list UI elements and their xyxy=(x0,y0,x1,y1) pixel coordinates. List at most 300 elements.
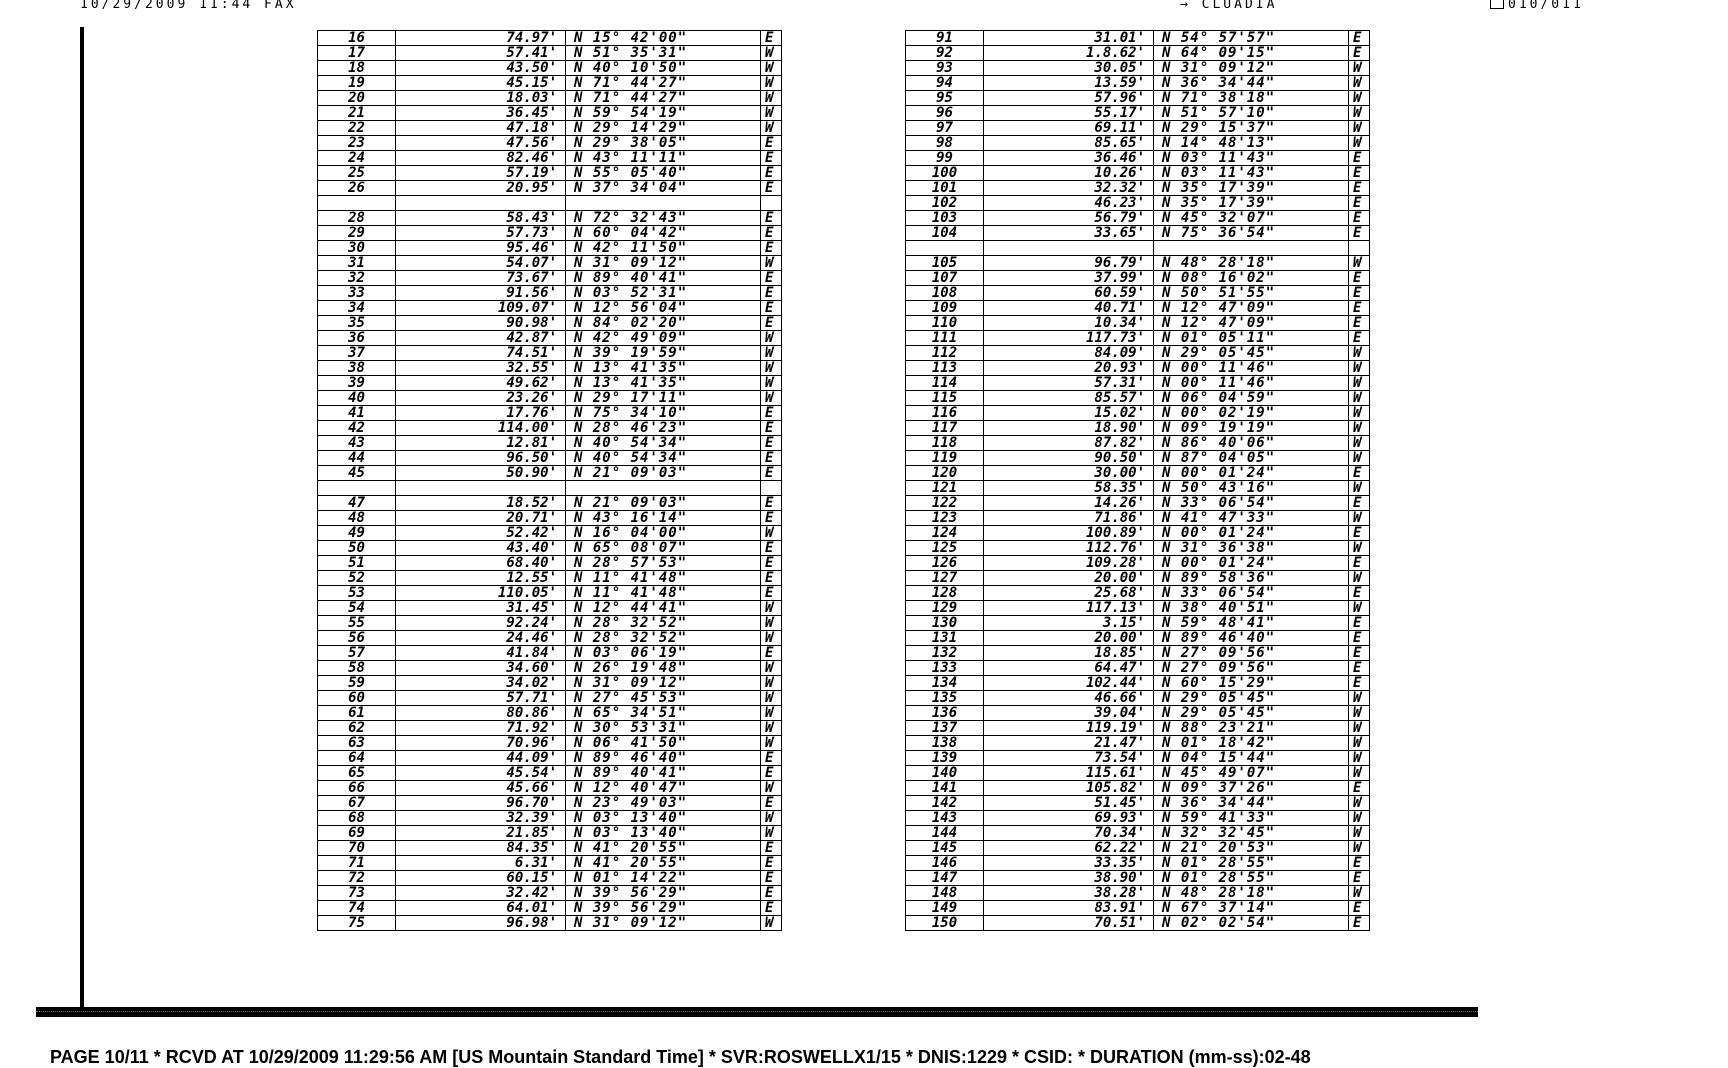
course-bearing: N 39° 56'29" xyxy=(566,901,761,916)
course-bearing: N 12° 47'09" xyxy=(1154,316,1349,331)
course-bearing: N 71° 44'27" xyxy=(566,76,761,91)
course-number: 53 xyxy=(318,586,396,601)
course-bearing: N 04° 15'44" xyxy=(1154,751,1349,766)
course-distance: 90.50' xyxy=(984,451,1154,466)
course-distance: 58.43' xyxy=(396,211,566,226)
course-bearing: N 28° 46'23" xyxy=(566,421,761,436)
fax-receipt-footer: PAGE 10/11 * RCVD AT 10/29/2009 11:29:56 AM [US Mountain Standard Time] * SVR:ROSWELLX1/15 * DNIS:1229 * CSID: * DURATION (mm-ss):02-48 xyxy=(50,1047,1311,1067)
course-distance: 64.47' xyxy=(984,661,1154,676)
course-direction: W xyxy=(1349,886,1370,901)
course-number: 43 xyxy=(318,436,396,451)
course-direction: W xyxy=(761,76,782,91)
course-bearing: N 03° 13'40" xyxy=(566,811,761,826)
course-distance: 12.81' xyxy=(396,436,566,451)
course-bearing: N 01° 14'22" xyxy=(566,871,761,886)
course-bearing: N 38° 40'51" xyxy=(1154,601,1349,616)
course-bearing: N 01° 18'42" xyxy=(1154,736,1349,751)
course-bearing: N 51° 35'31" xyxy=(566,46,761,61)
table-row xyxy=(318,256,782,271)
course-bearing: N 87° 04'05" xyxy=(1154,451,1349,466)
course-distance: 3.15' xyxy=(984,616,1154,631)
table-row xyxy=(318,61,782,76)
course-number: 52 xyxy=(318,571,396,586)
course-bearing: N 75° 34'10" xyxy=(566,406,761,421)
table-row xyxy=(906,391,1370,406)
course-direction: E xyxy=(761,541,782,556)
fax-header-recipient: → CLUADIA xyxy=(1180,0,1278,12)
course-distance: 43.50' xyxy=(396,61,566,76)
table-row xyxy=(318,916,782,931)
course-bearing: N 01° 28'55" xyxy=(1154,871,1349,886)
course-number: 92 xyxy=(906,46,984,61)
course-number: 136 xyxy=(906,706,984,721)
table-row xyxy=(318,76,782,91)
course-bearing: N 08° 16'02" xyxy=(1154,271,1349,286)
table-row xyxy=(906,181,1370,196)
table-row xyxy=(318,226,782,241)
course-distance: 18.90' xyxy=(984,421,1154,436)
course-number: 64 xyxy=(318,751,396,766)
course-bearing: N 13° 41'35" xyxy=(566,361,761,376)
course-direction: W xyxy=(761,256,782,271)
course-bearing: N 75° 36'54" xyxy=(1154,226,1349,241)
course-distance: 57.31' xyxy=(984,376,1154,391)
course-bearing: N 23° 49'03" xyxy=(566,796,761,811)
course-direction: W xyxy=(1349,736,1370,751)
course-direction: W xyxy=(1349,826,1370,841)
course-bearing: N 29° 05'45" xyxy=(1154,691,1349,706)
course-number xyxy=(318,196,396,211)
course-direction xyxy=(1349,241,1370,256)
table-row xyxy=(906,661,1370,676)
course-direction: W xyxy=(1349,91,1370,106)
course-distance: 31.45' xyxy=(396,601,566,616)
course-distance: 91.56' xyxy=(396,286,566,301)
course-direction: E xyxy=(1349,526,1370,541)
course-number: 125 xyxy=(906,541,984,556)
course-distance: 49.62' xyxy=(396,376,566,391)
course-direction: W xyxy=(1349,136,1370,151)
course-distance: 109.07' xyxy=(396,301,566,316)
course-number: 143 xyxy=(906,811,984,826)
course-number: 71 xyxy=(318,856,396,871)
table-row xyxy=(318,541,782,556)
course-bearing: N 84° 02'20" xyxy=(566,316,761,331)
course-distance: 56.79' xyxy=(984,211,1154,226)
course-number: 36 xyxy=(318,331,396,346)
course-number: 140 xyxy=(906,766,984,781)
table-row xyxy=(318,841,782,856)
course-distance: 57.19' xyxy=(396,166,566,181)
course-direction: E xyxy=(1349,496,1370,511)
course-number: 62 xyxy=(318,721,396,736)
course-direction: W xyxy=(1349,811,1370,826)
course-bearing: N 31° 09'12" xyxy=(566,676,761,691)
table-row xyxy=(906,166,1370,181)
table-row xyxy=(318,796,782,811)
course-direction: W xyxy=(1349,541,1370,556)
course-direction: W xyxy=(761,661,782,676)
course-number: 109 xyxy=(906,301,984,316)
course-number: 133 xyxy=(906,661,984,676)
course-number: 26 xyxy=(318,181,396,196)
course-number: 56 xyxy=(318,631,396,646)
course-number: 39 xyxy=(318,376,396,391)
course-distance: 1.8.62' xyxy=(984,46,1154,61)
course-number: 73 xyxy=(318,886,396,901)
course-number: 47 xyxy=(318,496,396,511)
course-direction: E xyxy=(761,751,782,766)
table-row xyxy=(318,91,782,106)
course-number: 95 xyxy=(906,91,984,106)
course-number: 93 xyxy=(906,61,984,76)
course-bearing: N 01° 28'55" xyxy=(1154,856,1349,871)
course-bearing: N 65° 34'51" xyxy=(566,706,761,721)
course-number: 40 xyxy=(318,391,396,406)
course-direction xyxy=(761,481,782,496)
course-distance: 31.01' xyxy=(984,31,1154,46)
table-row xyxy=(318,601,782,616)
table-row xyxy=(318,301,782,316)
course-distance: 15.02' xyxy=(984,406,1154,421)
course-distance: 109.28' xyxy=(984,556,1154,571)
course-direction: W xyxy=(761,691,782,706)
table-row xyxy=(906,466,1370,481)
table-row xyxy=(318,721,782,736)
course-bearing: N 29° 15'37" xyxy=(1154,121,1349,136)
course-bearing: N 03° 11'43" xyxy=(1154,151,1349,166)
course-number xyxy=(906,241,984,256)
left-margin-line xyxy=(80,27,84,1017)
course-bearing: N 42° 49'09" xyxy=(566,331,761,346)
table-row xyxy=(906,301,1370,316)
table-row xyxy=(318,886,782,901)
course-distance: 32.32' xyxy=(984,181,1154,196)
course-bearing: N 43° 16'14" xyxy=(566,511,761,526)
course-bearing: N 06° 41'50" xyxy=(566,736,761,751)
course-bearing: N 64° 09'15" xyxy=(1154,46,1349,61)
course-number: 35 xyxy=(318,316,396,331)
course-direction: E xyxy=(761,466,782,481)
course-direction: E xyxy=(761,226,782,241)
course-bearing: N 12° 40'47" xyxy=(566,781,761,796)
course-number: 144 xyxy=(906,826,984,841)
course-bearing: N 27° 09'56" xyxy=(1154,646,1349,661)
table-row xyxy=(906,241,1370,256)
course-direction: E xyxy=(761,646,782,661)
course-direction: E xyxy=(1349,211,1370,226)
course-direction: W xyxy=(1349,766,1370,781)
course-direction: E xyxy=(1349,556,1370,571)
course-distance: 30.00' xyxy=(984,466,1154,481)
table-row xyxy=(318,616,782,631)
course-bearing: N 41° 47'33" xyxy=(1154,511,1349,526)
course-direction: E xyxy=(1349,856,1370,871)
course-number: 134 xyxy=(906,676,984,691)
course-direction: E xyxy=(761,301,782,316)
table-row xyxy=(906,751,1370,766)
course-bearing: N 27° 09'56" xyxy=(1154,661,1349,676)
table-row xyxy=(318,151,782,166)
course-bearing: N 41° 20'55" xyxy=(566,856,761,871)
course-bearing xyxy=(566,481,761,496)
course-direction: E xyxy=(761,271,782,286)
course-distance: 60.15' xyxy=(396,871,566,886)
course-bearing: N 00° 11'46" xyxy=(1154,376,1349,391)
course-distance: 100.89' xyxy=(984,526,1154,541)
course-distance: 69.11' xyxy=(984,121,1154,136)
table-row xyxy=(318,316,782,331)
course-direction: E xyxy=(1349,871,1370,886)
course-number: 91 xyxy=(906,31,984,46)
survey-table-right xyxy=(905,30,1370,931)
course-bearing: N 51° 57'10" xyxy=(1154,106,1349,121)
course-direction: W xyxy=(761,616,782,631)
table-row xyxy=(318,271,782,286)
table-row xyxy=(318,856,782,871)
course-number: 48 xyxy=(318,511,396,526)
table-row xyxy=(906,601,1370,616)
course-distance: 95.46' xyxy=(396,241,566,256)
table-row xyxy=(318,331,782,346)
course-distance: 114.00' xyxy=(396,421,566,436)
table-row xyxy=(906,736,1370,751)
course-distance: 117.13' xyxy=(984,601,1154,616)
course-number: 120 xyxy=(906,466,984,481)
course-distance: 47.18' xyxy=(396,121,566,136)
course-number: 70 xyxy=(318,841,396,856)
course-distance: 18.03' xyxy=(396,91,566,106)
course-number: 118 xyxy=(906,436,984,451)
table-row xyxy=(906,631,1370,646)
course-distance: 71.86' xyxy=(984,511,1154,526)
survey-table-right-body xyxy=(906,31,1370,931)
course-number: 16 xyxy=(318,31,396,46)
course-number: 19 xyxy=(318,76,396,91)
table-row xyxy=(906,436,1370,451)
course-direction: E xyxy=(761,766,782,781)
course-bearing: N 55° 05'40" xyxy=(566,166,761,181)
course-bearing: N 03° 52'31" xyxy=(566,286,761,301)
course-distance: 17.76' xyxy=(396,406,566,421)
table-row xyxy=(318,136,782,151)
course-distance: 68.40' xyxy=(396,556,566,571)
table-row xyxy=(318,766,782,781)
course-direction: W xyxy=(1349,256,1370,271)
course-distance: 50.90' xyxy=(396,466,566,481)
course-direction: W xyxy=(761,91,782,106)
course-distance: 51.45' xyxy=(984,796,1154,811)
course-direction: W xyxy=(1349,691,1370,706)
table-row xyxy=(318,901,782,916)
course-number: 42 xyxy=(318,421,396,436)
course-number: 33 xyxy=(318,286,396,301)
course-bearing: N 35° 17'39" xyxy=(1154,181,1349,196)
course-bearing: N 26° 19'48" xyxy=(566,661,761,676)
course-direction: E xyxy=(761,586,782,601)
course-number: 45 xyxy=(318,466,396,481)
course-distance: 92.24' xyxy=(396,616,566,631)
course-bearing: N 02° 02'54" xyxy=(1154,916,1349,931)
course-bearing: N 03° 11'43" xyxy=(1154,166,1349,181)
course-bearing: N 39° 56'29" xyxy=(566,886,761,901)
course-bearing: N 42° 11'50" xyxy=(566,241,761,256)
course-bearing: N 11° 41'48" xyxy=(566,586,761,601)
course-direction: W xyxy=(761,376,782,391)
table-row xyxy=(906,781,1370,796)
table-row xyxy=(906,796,1370,811)
course-bearing: N 00° 11'46" xyxy=(1154,361,1349,376)
course-bearing: N 40° 54'34" xyxy=(566,436,761,451)
course-direction: E xyxy=(761,451,782,466)
table-row xyxy=(906,316,1370,331)
table-row xyxy=(906,691,1370,706)
course-number: 25 xyxy=(318,166,396,181)
course-direction: E xyxy=(761,856,782,871)
table-row xyxy=(318,556,782,571)
course-direction: E xyxy=(1349,166,1370,181)
course-distance: 74.51' xyxy=(396,346,566,361)
course-number: 115 xyxy=(906,391,984,406)
course-bearing: N 35° 17'39" xyxy=(1154,196,1349,211)
course-direction: W xyxy=(761,106,782,121)
course-distance: 20.93' xyxy=(984,361,1154,376)
table-row xyxy=(318,826,782,841)
course-bearing: N 72° 32'43" xyxy=(566,211,761,226)
table-row xyxy=(318,511,782,526)
course-number: 105 xyxy=(906,256,984,271)
course-distance: 55.17' xyxy=(984,106,1154,121)
table-row xyxy=(906,496,1370,511)
table-row xyxy=(906,76,1370,91)
course-direction: W xyxy=(1349,601,1370,616)
course-bearing: N 31° 36'38" xyxy=(1154,541,1349,556)
course-number: 74 xyxy=(318,901,396,916)
course-number: 145 xyxy=(906,841,984,856)
course-direction: W xyxy=(761,46,782,61)
table-row xyxy=(906,271,1370,286)
course-distance: 21.85' xyxy=(396,826,566,841)
course-bearing: N 00° 01'24" xyxy=(1154,526,1349,541)
table-row xyxy=(906,571,1370,586)
table-row xyxy=(906,46,1370,61)
course-bearing: N 12° 47'09" xyxy=(1154,301,1349,316)
course-direction: E xyxy=(761,901,782,916)
course-bearing: N 30° 53'31" xyxy=(566,721,761,736)
course-distance xyxy=(396,481,566,496)
course-direction: W xyxy=(1349,481,1370,496)
course-number: 28 xyxy=(318,211,396,226)
course-distance: 96.98' xyxy=(396,916,566,931)
course-number: 110 xyxy=(906,316,984,331)
course-bearing: N 40° 10'50" xyxy=(566,61,761,76)
course-distance: 39.04' xyxy=(984,706,1154,721)
course-number: 119 xyxy=(906,451,984,466)
table-row xyxy=(906,376,1370,391)
table-row xyxy=(318,106,782,121)
table-row xyxy=(318,526,782,541)
table-row xyxy=(906,106,1370,121)
course-number: 96 xyxy=(906,106,984,121)
table-row xyxy=(906,586,1370,601)
course-number: 61 xyxy=(318,706,396,721)
course-distance: 32.39' xyxy=(396,811,566,826)
course-direction: W xyxy=(1349,706,1370,721)
course-number: 34 xyxy=(318,301,396,316)
course-number: 150 xyxy=(906,916,984,931)
course-distance: 18.85' xyxy=(984,646,1154,661)
course-distance: 57.71' xyxy=(396,691,566,706)
table-row xyxy=(318,181,782,196)
course-direction: E xyxy=(761,136,782,151)
course-distance: 33.65' xyxy=(984,226,1154,241)
course-bearing: N 48° 28'18" xyxy=(1154,886,1349,901)
course-distance: 69.93' xyxy=(984,811,1154,826)
course-number: 30 xyxy=(318,241,396,256)
course-number: 59 xyxy=(318,676,396,691)
table-row xyxy=(318,241,782,256)
course-distance: 34.60' xyxy=(396,661,566,676)
course-bearing: N 36° 34'44" xyxy=(1154,76,1349,91)
course-direction: E xyxy=(761,496,782,511)
course-number: 68 xyxy=(318,811,396,826)
course-direction: E xyxy=(761,31,782,46)
course-number: 17 xyxy=(318,46,396,61)
course-bearing: N 11° 41'48" xyxy=(566,571,761,586)
course-distance: 73.67' xyxy=(396,271,566,286)
table-row xyxy=(318,406,782,421)
course-bearing xyxy=(566,196,761,211)
course-direction: W xyxy=(1349,751,1370,766)
course-distance: 82.46' xyxy=(396,151,566,166)
course-bearing: N 29° 14'29" xyxy=(566,121,761,136)
course-direction: E xyxy=(1349,316,1370,331)
course-number: 67 xyxy=(318,796,396,811)
course-number xyxy=(318,481,396,496)
course-direction: W xyxy=(1349,61,1370,76)
table-row xyxy=(906,196,1370,211)
course-direction: E xyxy=(761,841,782,856)
course-direction: E xyxy=(761,211,782,226)
course-distance: 46.66' xyxy=(984,691,1154,706)
course-number: 141 xyxy=(906,781,984,796)
table-row xyxy=(318,571,782,586)
course-bearing: N 27° 45'53" xyxy=(566,691,761,706)
table-row xyxy=(318,451,782,466)
course-direction: E xyxy=(761,796,782,811)
table-row xyxy=(318,586,782,601)
course-bearing: N 71° 44'27" xyxy=(566,91,761,106)
table-row xyxy=(906,616,1370,631)
course-number: 55 xyxy=(318,616,396,631)
course-distance: 13.59' xyxy=(984,76,1154,91)
course-bearing: N 00° 01'24" xyxy=(1154,556,1349,571)
course-distance: 47.56' xyxy=(396,136,566,151)
course-bearing: N 43° 11'11" xyxy=(566,151,761,166)
course-number: 41 xyxy=(318,406,396,421)
course-direction: W xyxy=(1349,571,1370,586)
course-bearing: N 00° 01'24" xyxy=(1154,466,1349,481)
course-direction: E xyxy=(1349,181,1370,196)
course-direction: E xyxy=(761,286,782,301)
course-bearing: N 50° 43'16" xyxy=(1154,481,1349,496)
course-bearing: N 59° 48'41" xyxy=(1154,616,1349,631)
course-number: 98 xyxy=(906,136,984,151)
course-direction: W xyxy=(1349,406,1370,421)
table-row xyxy=(318,466,782,481)
course-number: 102 xyxy=(906,196,984,211)
table-row xyxy=(906,676,1370,691)
